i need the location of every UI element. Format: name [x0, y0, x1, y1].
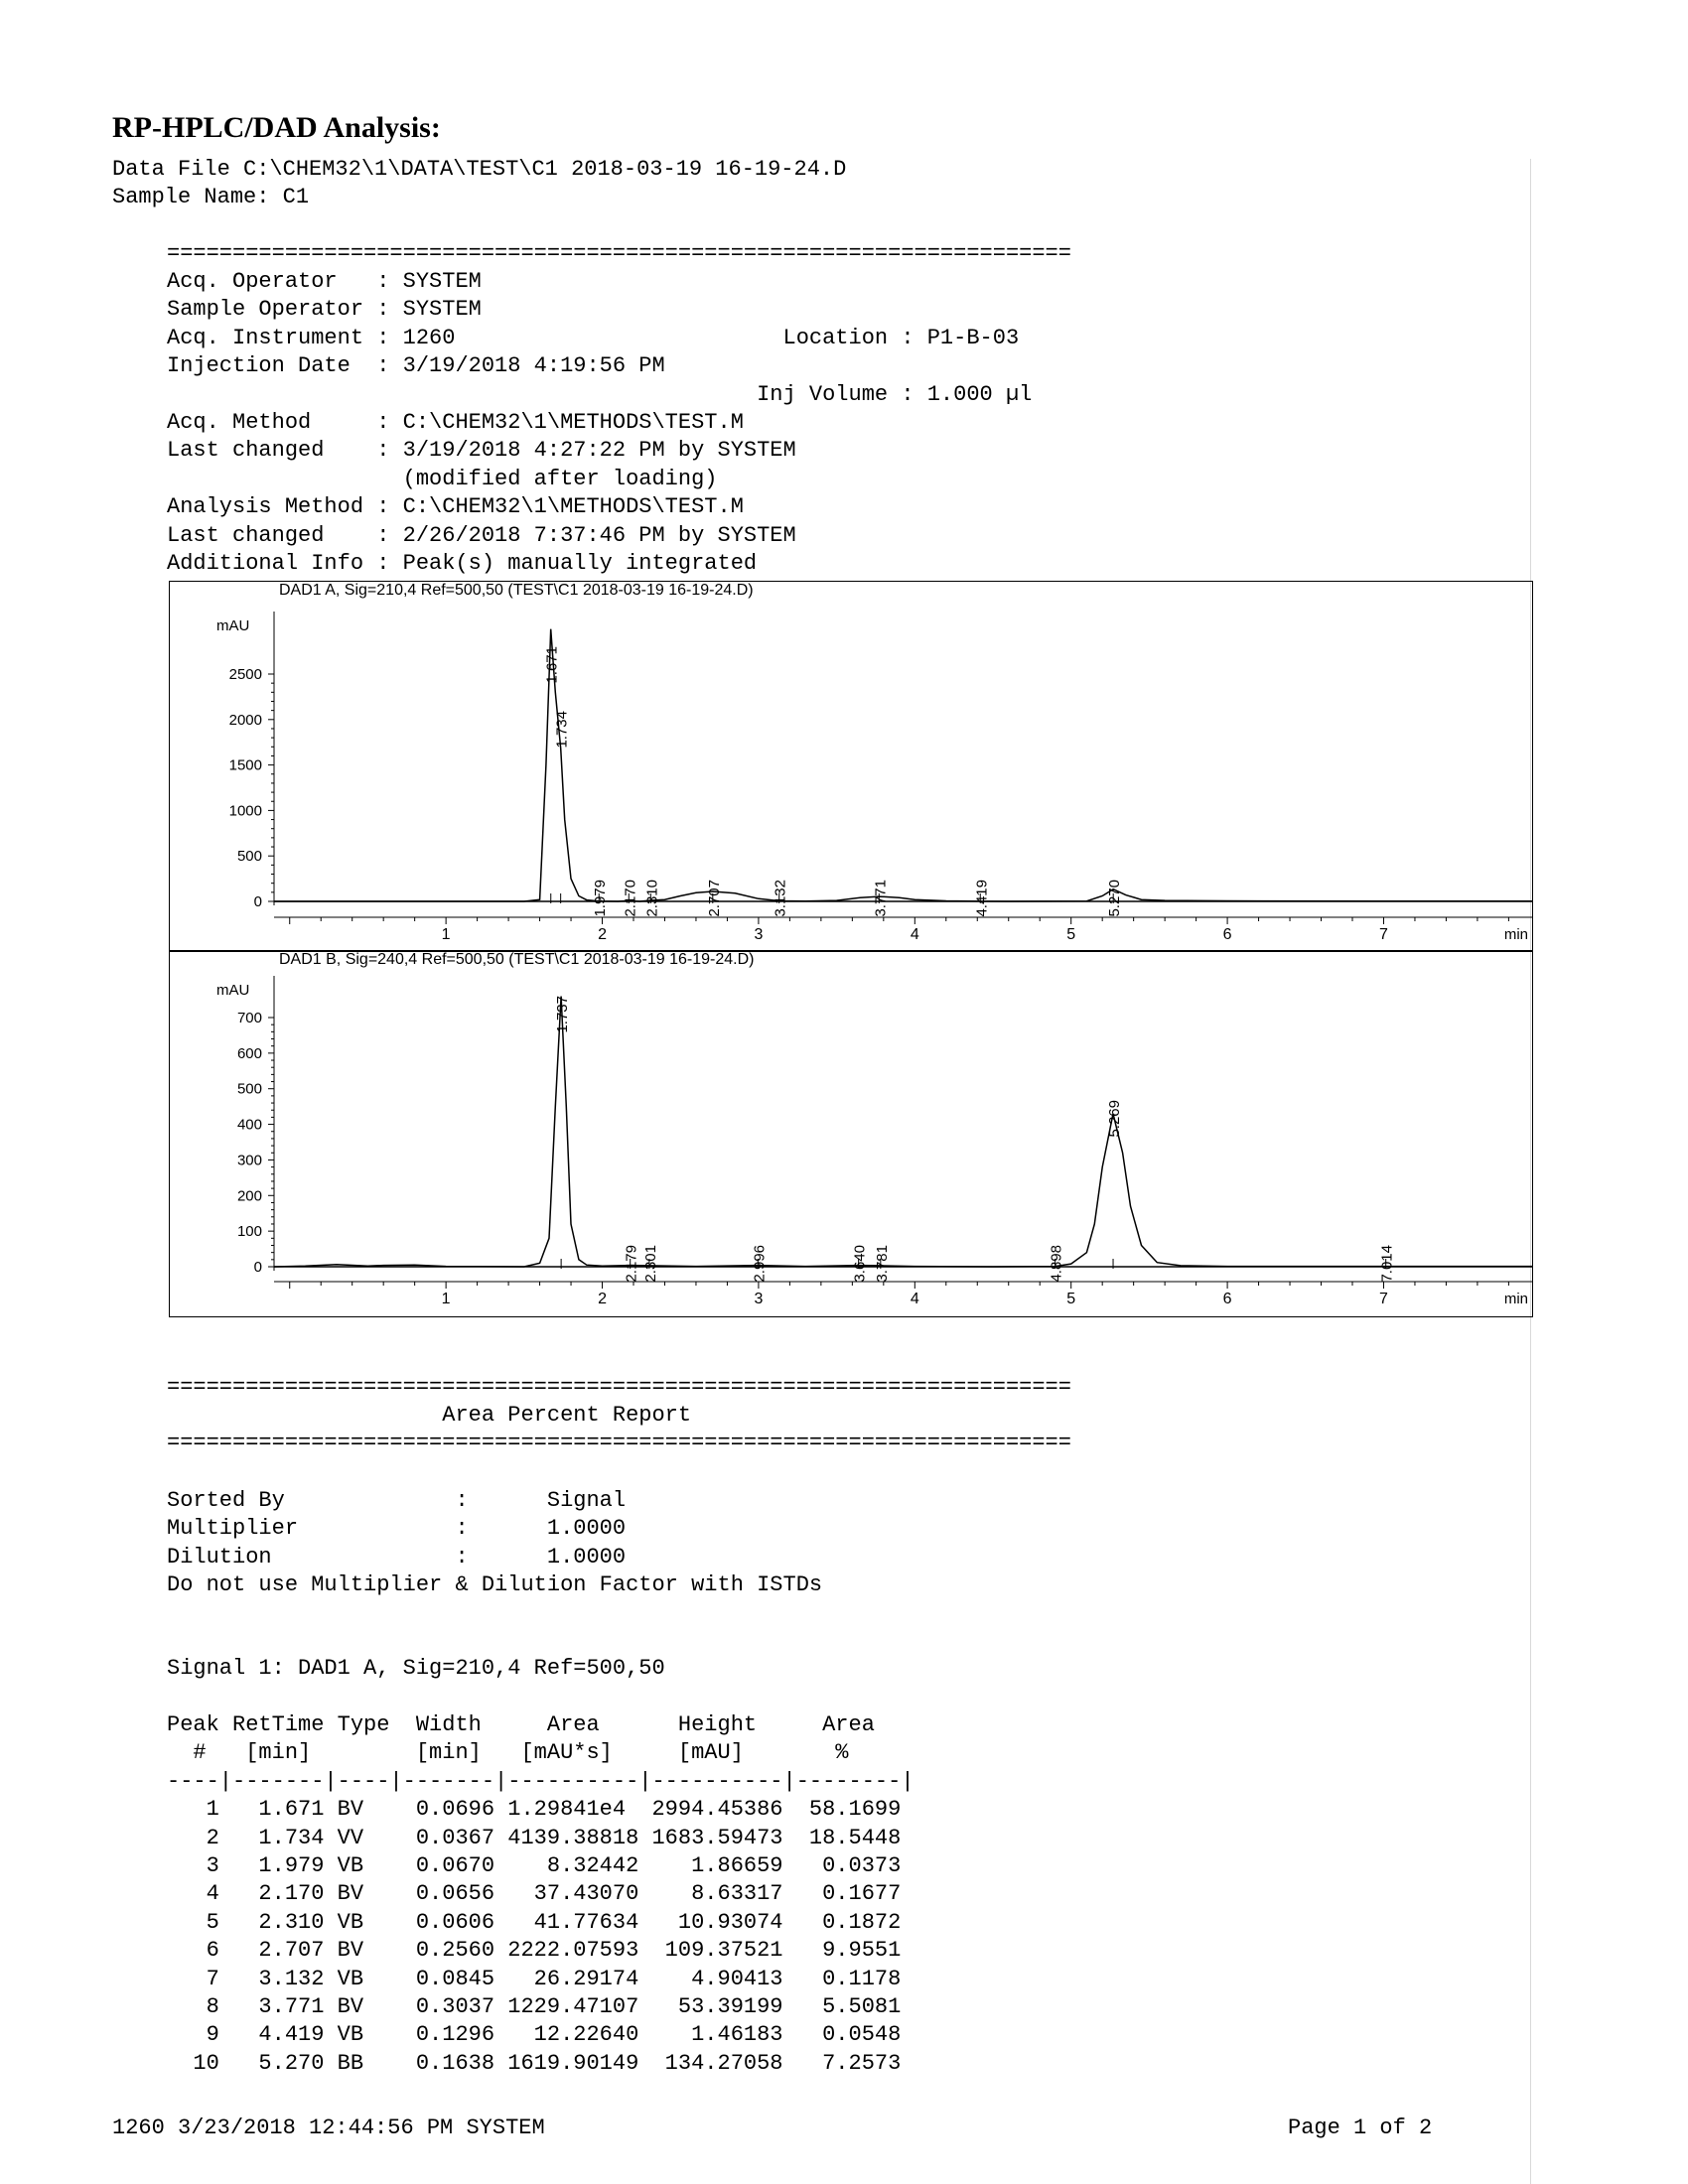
header-line: Last changed : 2/26/2018 7:37:46 PM by SYSTEM	[167, 522, 796, 548]
sort-settings	[167, 1487, 822, 1600]
x-tick-label: 4	[910, 926, 919, 943]
table-row: 3 1.979 VB 0.0670 8.32442 1.86659 0.0373	[167, 1853, 902, 1879]
footer-left: 1260 3/23/2018 12:44:56 PM SYSTEM	[112, 2116, 545, 2140]
table-header-line: ----|-------|----|-------|----------|----------|--------|	[167, 1768, 914, 1794]
acquisition-header	[167, 268, 1032, 578]
table-header-line: Peak RetTime Type Width Area Height Area	[167, 1712, 875, 1737]
peak-label: 3.640	[851, 1245, 869, 1283]
x-tick-label: 1	[441, 926, 451, 943]
table-row: 2 1.734 VV 0.0367 4139.38818 1683.59473 18.5448	[167, 1825, 902, 1850]
chart-a-plot	[170, 582, 1532, 951]
x-axis-label: min	[1503, 1291, 1528, 1307]
peak-label: 3.132	[772, 880, 789, 917]
x-tick-label: 3	[754, 926, 764, 943]
peak-label: 7.014	[1378, 1245, 1396, 1283]
report-separator-top: =====================================================================	[167, 1375, 1071, 1400]
table-row: 8 3.771 BV 0.3037 1229.47107 53.39199 5.5081	[167, 1994, 902, 2020]
y-tick-label: 700	[236, 1010, 262, 1026]
x-tick-label: 7	[1379, 926, 1388, 943]
peak-label: 3.771	[872, 880, 890, 917]
header-line: Inj Volume : 1.000 µl	[167, 381, 1033, 407]
table-row: 4 2.170 BV 0.0656 37.43070 8.63317 0.1677	[167, 1881, 902, 1907]
header-line: Acq. Method : C:\CHEM32\1\METHODS\TEST.M	[167, 410, 744, 436]
report-separator-bottom: =====================================================================	[167, 1431, 1071, 1455]
peak-label: 4.898	[1048, 1245, 1065, 1283]
sort-line: Do not use Multiplier & Dilution Factor with ISTDs	[167, 1572, 823, 1598]
signal-line: Signal 1: DAD1 A, Sig=210,4 Ref=500,50	[167, 1656, 665, 1681]
x-tick-label: 3	[754, 1291, 764, 1307]
sort-line: Dilution : 1.0000	[167, 1544, 627, 1570]
peak-label: 2.170	[622, 880, 639, 917]
peak-label: 5.270	[1106, 880, 1124, 917]
signal-trace	[274, 629, 1532, 901]
peak-label: 2.996	[751, 1245, 769, 1283]
peak-label: 1.734	[553, 711, 571, 749]
x-tick-label: 2	[598, 1291, 607, 1307]
header-line: Injection Date : 3/19/2018 4:19:56 PM	[167, 353, 665, 379]
peak-label: 3.781	[873, 1245, 891, 1283]
chart-b-title: DAD1 B, Sig=240,4 Ref=500,50 (TEST\C1 2018-03-19 16-19-24.D)	[279, 951, 755, 968]
chart-signal-b	[169, 950, 1533, 1317]
header-line: Analysis Method : C:\CHEM32\1\METHODS\TEST.M	[167, 494, 744, 520]
header-line: Acq. Instrument : 1260 Location : P1-B-03	[167, 325, 1020, 350]
x-axis-label: min	[1503, 926, 1528, 943]
y-tick-label: 0	[253, 893, 262, 910]
peak-label: 5.269	[1106, 1100, 1124, 1138]
table-row: 6 2.707 BV 0.2560 2222.07593 109.37521 9.9551	[167, 1938, 902, 1964]
table-row: 9 4.419 VB 0.1296 12.22640 1.46183 0.0548	[167, 2022, 902, 2048]
y-tick-label: 2500	[228, 666, 262, 683]
table-row: 1 1.671 BV 0.0696 1.29841e4 2994.45386 58.1699	[167, 1797, 902, 1823]
table-header-line: # [min] [min] [mAU*s] [mAU] %	[167, 1740, 849, 1766]
y-tick-label: 500	[236, 1080, 262, 1098]
y-tick-label: 0	[253, 1259, 262, 1276]
peak-label: 1.671	[543, 646, 561, 684]
peak-label: 2.179	[623, 1245, 640, 1283]
y-tick-label: 1000	[228, 802, 262, 820]
header-line: (modified after loading)	[167, 466, 718, 491]
chart-signal-a	[169, 581, 1533, 952]
report-title: Area Percent Report	[167, 1403, 692, 1428]
x-tick-label: 4	[910, 1291, 919, 1307]
header-line: Sample Operator : SYSTEM	[167, 297, 482, 323]
peak-label: 1.737	[554, 996, 572, 1033]
y-axis-label: mAU	[216, 617, 250, 634]
peak-label: 2.707	[705, 880, 723, 917]
y-tick-label: 200	[236, 1187, 262, 1205]
table-row: 7 3.132 VB 0.0845 26.29174 4.90413 0.1178	[167, 1966, 902, 1991]
header-line: Last changed : 3/19/2018 4:27:22 PM by SYSTEM	[167, 438, 796, 464]
y-tick-label: 1500	[228, 756, 262, 774]
y-tick-label: 2000	[228, 711, 262, 729]
y-axis-label: mAU	[216, 982, 250, 999]
data-file-line: Data File C:\CHEM32\1\DATA\TEST\C1 2018-03-19 16-19-24.D	[112, 157, 847, 182]
header-line: Acq. Operator : SYSTEM	[167, 269, 482, 294]
chart-b-plot	[170, 951, 1532, 1316]
peak-table	[167, 1711, 914, 2078]
header-separator: =====================================================================	[167, 241, 1071, 266]
chart-a-title: DAD1 A, Sig=210,4 Ref=500,50 (TEST\C1 2018-03-19 16-19-24.D)	[279, 582, 754, 599]
x-tick-label: 5	[1066, 1291, 1076, 1307]
sample-name-line: Sample Name: C1	[112, 185, 310, 209]
peak-label: 2.310	[643, 880, 661, 917]
x-tick-label: 2	[598, 926, 607, 943]
peak-label: 1.979	[592, 880, 610, 917]
x-tick-label: 5	[1066, 926, 1076, 943]
sort-line: Sorted By : Signal	[167, 1488, 627, 1513]
peak-label: 4.419	[973, 880, 991, 917]
footer-page-number: Page 1 of 2	[1288, 2116, 1433, 2140]
y-tick-label: 300	[236, 1152, 262, 1169]
x-tick-label: 6	[1222, 926, 1232, 943]
y-tick-label: 500	[236, 848, 262, 866]
peak-label: 2.301	[641, 1245, 659, 1283]
y-tick-label: 400	[236, 1116, 262, 1134]
sort-line: Multiplier : 1.0000	[167, 1516, 627, 1542]
x-tick-label: 1	[441, 1291, 451, 1307]
table-row: 10 5.270 BB 0.1638 1619.90149 134.27058 7.2573	[167, 2050, 902, 2076]
signal-trace	[274, 997, 1532, 1268]
page-heading: RP-HPLC/DAD Analysis:	[112, 111, 441, 144]
table-row: 5 2.310 VB 0.0606 41.77634 10.93074 0.1872	[167, 1909, 902, 1935]
y-tick-label: 100	[236, 1223, 262, 1241]
header-line: Additional Info : Peak(s) manually integrated	[167, 551, 758, 577]
x-tick-label: 7	[1379, 1291, 1388, 1307]
y-tick-label: 600	[236, 1044, 262, 1062]
x-tick-label: 6	[1222, 1291, 1232, 1307]
